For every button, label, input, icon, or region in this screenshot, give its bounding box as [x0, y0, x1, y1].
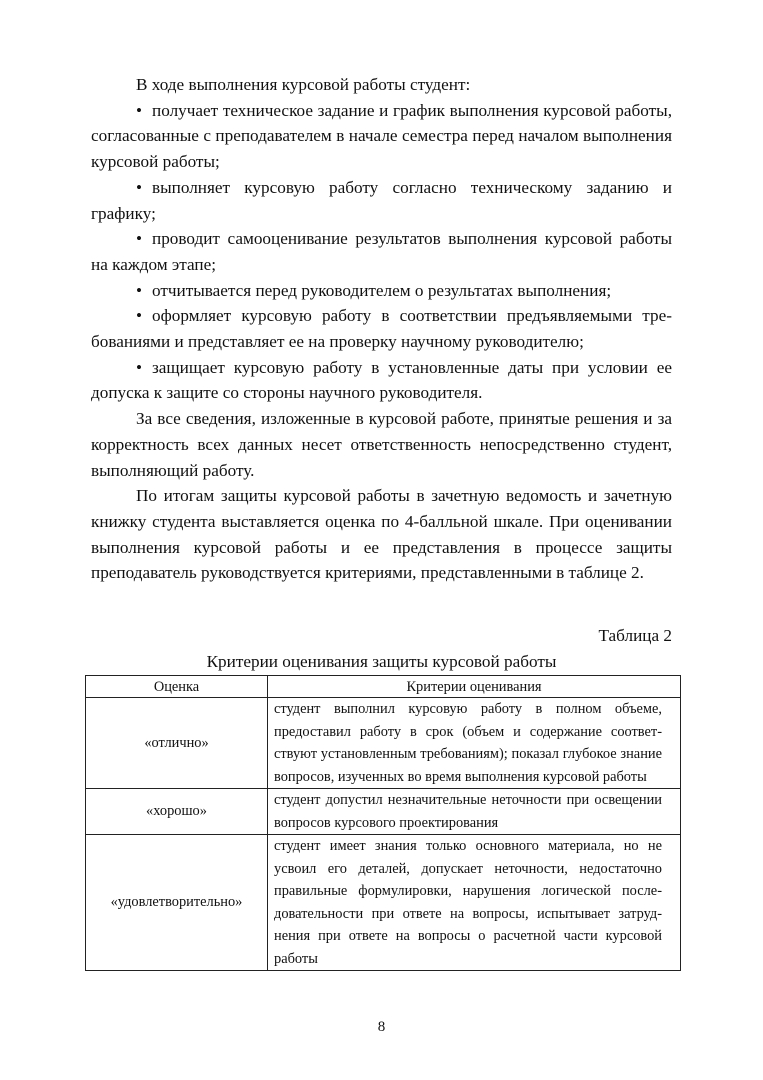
bullet-item: • защищает курсовую работу в установленные даты при условии ее допуска к защите со стороны научного руководителя. [91, 355, 672, 406]
table-header-row [86, 676, 681, 698]
bullet-icon: • [136, 280, 143, 300]
table-number: Таблица 2 [598, 626, 672, 645]
table-row [86, 789, 681, 835]
criteria-table [85, 675, 681, 971]
body-text [91, 72, 672, 586]
header-criteria: Критерии оценивания [268, 676, 681, 698]
grade-cell: «отлично» [86, 698, 268, 789]
criteria-cell: студент допустил незначительные неточности при освещении вопросов курсового проектирования [268, 789, 681, 835]
grading-paragraph: По итогам защиты курсовой работы в зачетную ведомость и зачетную книжку студента выставляется оценка по 4-балльной шкале. При оценивании выполнения курсовой работы и ее представления в процессе защиты преподаватель руководствуется критериями, представленными в таблице 2. [91, 486, 672, 583]
page-number: 8 [377, 1019, 386, 1035]
intro-paragraph: В ходе выполнения курсовой работы студент: [136, 75, 471, 94]
bullet-item: • получает техническое задание и график выполнения курсовой работы, согласованные с преподавателем в начале семестра перед началом выполнения курсовой работы; [91, 98, 672, 175]
criteria-cell: студент выполнил курсовую работу в полном объеме, предоставил работу в срок (объем и содержание соответствуют установленным требованиям); показал глубокое знание вопросов, изученных во время выполнения курсовой работы [268, 698, 681, 789]
bullet-item: • проводит самооценивание результатов выполнения курсовой работы на каждом этапе; [91, 226, 672, 277]
responsibility-paragraph: За все сведения, изложенные в курсовой работе, принятые решения и за корректность всех данных несет ответственность непосредственно студент, выполняющий работу. [91, 409, 672, 480]
bullet-icon: • [136, 357, 143, 377]
bullet-icon: • [136, 177, 143, 197]
grade-cell: «хорошо» [86, 789, 268, 835]
bullet-item: • отчитывается перед руководителем о результатах выполнения; [91, 278, 672, 304]
bullet-icon: • [136, 229, 143, 249]
header-grade: Оценка [86, 676, 268, 698]
bullet-item: • выполняет курсовую работу согласно техническому заданию и графику; [91, 175, 672, 226]
table-row [86, 835, 681, 971]
grade-cell: «удовлетворительно» [86, 835, 268, 971]
bullet-icon: • [136, 306, 143, 326]
bullet-item: • оформляет курсовую работу в соответствии предъявляемыми требованиями и представляет ее на проверку научному руководителю; [91, 303, 672, 354]
bullet-icon: • [136, 100, 143, 120]
table-caption: Критерии оценивания защиты курсовой работы [206, 652, 557, 671]
criteria-cell: студент имеет знания только основного материала, но не усвоил его деталей, допускает неточности, недостаточно правильные формулировки, нарушения логической последовательности при ответе на вопросы, испытывает затруднения при ответе на вопросы о расчетной части курсовой работы [268, 835, 681, 971]
table-row [86, 698, 681, 789]
